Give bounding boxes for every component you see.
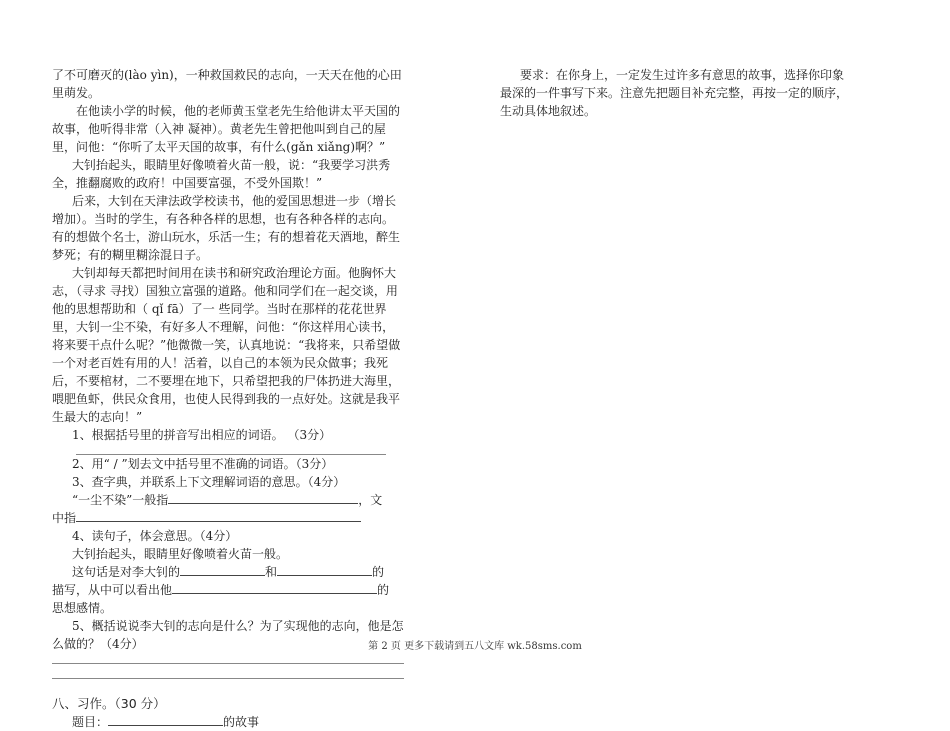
- q4-text: 的: [377, 583, 390, 597]
- question-4: 4、读句子，体会意思。（4分）: [72, 529, 238, 543]
- question-4-line-a: [52, 563, 404, 581]
- section-title: 八、习作。（30 分）: [52, 696, 166, 711]
- passage-paragraph: 大钊却每天都把时间用在读书和研究政治理论方面。他胸怀大志，（寻求 寻找）国独立富强的道路。他和同学们在一起交谈，用他的思想帮助和（ qǐ fā）了一 些同学。当时在那样的花花世界里，大钊一尘不染，有好多人不理解，问他：“你这样用心读书，将来要干点什么呢？”他微微一笑，认真地说：“我将来，只希望做一个对老百姓有用的人！活着，以自己的本领为民众做事；我死后，不要棺材，二不要埋在地下，只希望把我的尸体扔进大海里，喂肥鱼虾，供民众食用，也使人民得到我的一点好处。这就是我平生最大的志向！”: [52, 266, 401, 424]
- passage-paragraph: 后来，大钊在天津法政学校读书，他的爱国思想进一步（增长 增加）。当时的学生，有各种各样的思想，也有各种各样的志向。有的想做个名士，游山玩水，乐活一生；有的想着花天酒地，醉生梦死；有的糊里糊涂混日子。: [52, 194, 401, 262]
- question-4-sentence: 大钊抬起头，眼睛里好像喷着火苗一般。: [72, 547, 289, 561]
- right-column: [500, 66, 850, 120]
- passage-paragraph: 大钊抬起头，眼睛里好像喷着火苗一般，说：“我要学习洪秀全，推翻腐败的政府！中国要富强，不受外国欺！”: [52, 158, 391, 190]
- question-5: 5、概括说说李大钊的志向是什么？为了实现他的志向，他是怎么做的？（4分）: [52, 619, 404, 651]
- question-3-line-a: [52, 491, 404, 509]
- q4-text: 和: [265, 565, 278, 579]
- answer-blank[interactable]: [168, 491, 358, 504]
- answer-blank[interactable]: [277, 563, 372, 576]
- question-3: 3、查字典，并联系上下文理解词语的意思。（4分）: [72, 475, 346, 489]
- answer-blank[interactable]: [180, 563, 265, 576]
- question-4-line-b: [52, 581, 404, 599]
- q4-text: 描写，从中可以看出他: [52, 583, 173, 597]
- answer-line[interactable]: [76, 444, 386, 455]
- passage-paragraph: 了不可磨灭的(lào yìn)，一种救国救民的志向，一天天在他的心田里萌发。: [52, 68, 402, 100]
- question-1: 1、根据括号里的拼音写出相应的词语。 （3分）: [72, 428, 332, 442]
- q3-prefix: “一尘不染”一般指: [72, 493, 169, 507]
- answer-blank[interactable]: [172, 581, 377, 594]
- question-3-line-b: [52, 509, 404, 527]
- answer-line[interactable]: [52, 653, 404, 664]
- page-footer: 第 2 页 更多下载请到五八文库 wk.58sms.com: [368, 641, 582, 652]
- topic-suffix: 的故事: [223, 715, 260, 729]
- question-4-line-c: 思想感情。: [52, 601, 113, 615]
- answer-blank[interactable]: [76, 509, 361, 522]
- q4-text: 这句话是对李大钊的: [72, 565, 181, 579]
- topic-prefix: 题目：: [72, 715, 109, 729]
- q4-text: 的: [372, 565, 385, 579]
- essay-requirement: 要求：在你身上，一定发生过许多有意思的故事，选择你印象最深的一件事写下来。注意先把题目补充完整，再按一定的顺序，生动具体地叙述。: [500, 68, 849, 118]
- answer-line[interactable]: [52, 668, 404, 679]
- q3-b-prefix: 中指: [52, 511, 77, 525]
- passage-paragraph: 在他读小学的时候，他的老师黄玉堂老先生给他讲太平天国的故事，他听得非常（入神 凝神）。黄老先生曾把他叫到自己的屋里，问他：“你听了太平天国的故事，有什么(gǎn xiǎng)啊？”: [52, 104, 401, 154]
- essay-topic: [52, 713, 404, 731]
- question-2: 2、用“ / ”划去文中括号里不准确的词语。（3分）: [72, 457, 334, 471]
- q3-mid: ，文: [358, 493, 383, 507]
- left-column: [52, 66, 404, 731]
- topic-blank[interactable]: [108, 713, 223, 726]
